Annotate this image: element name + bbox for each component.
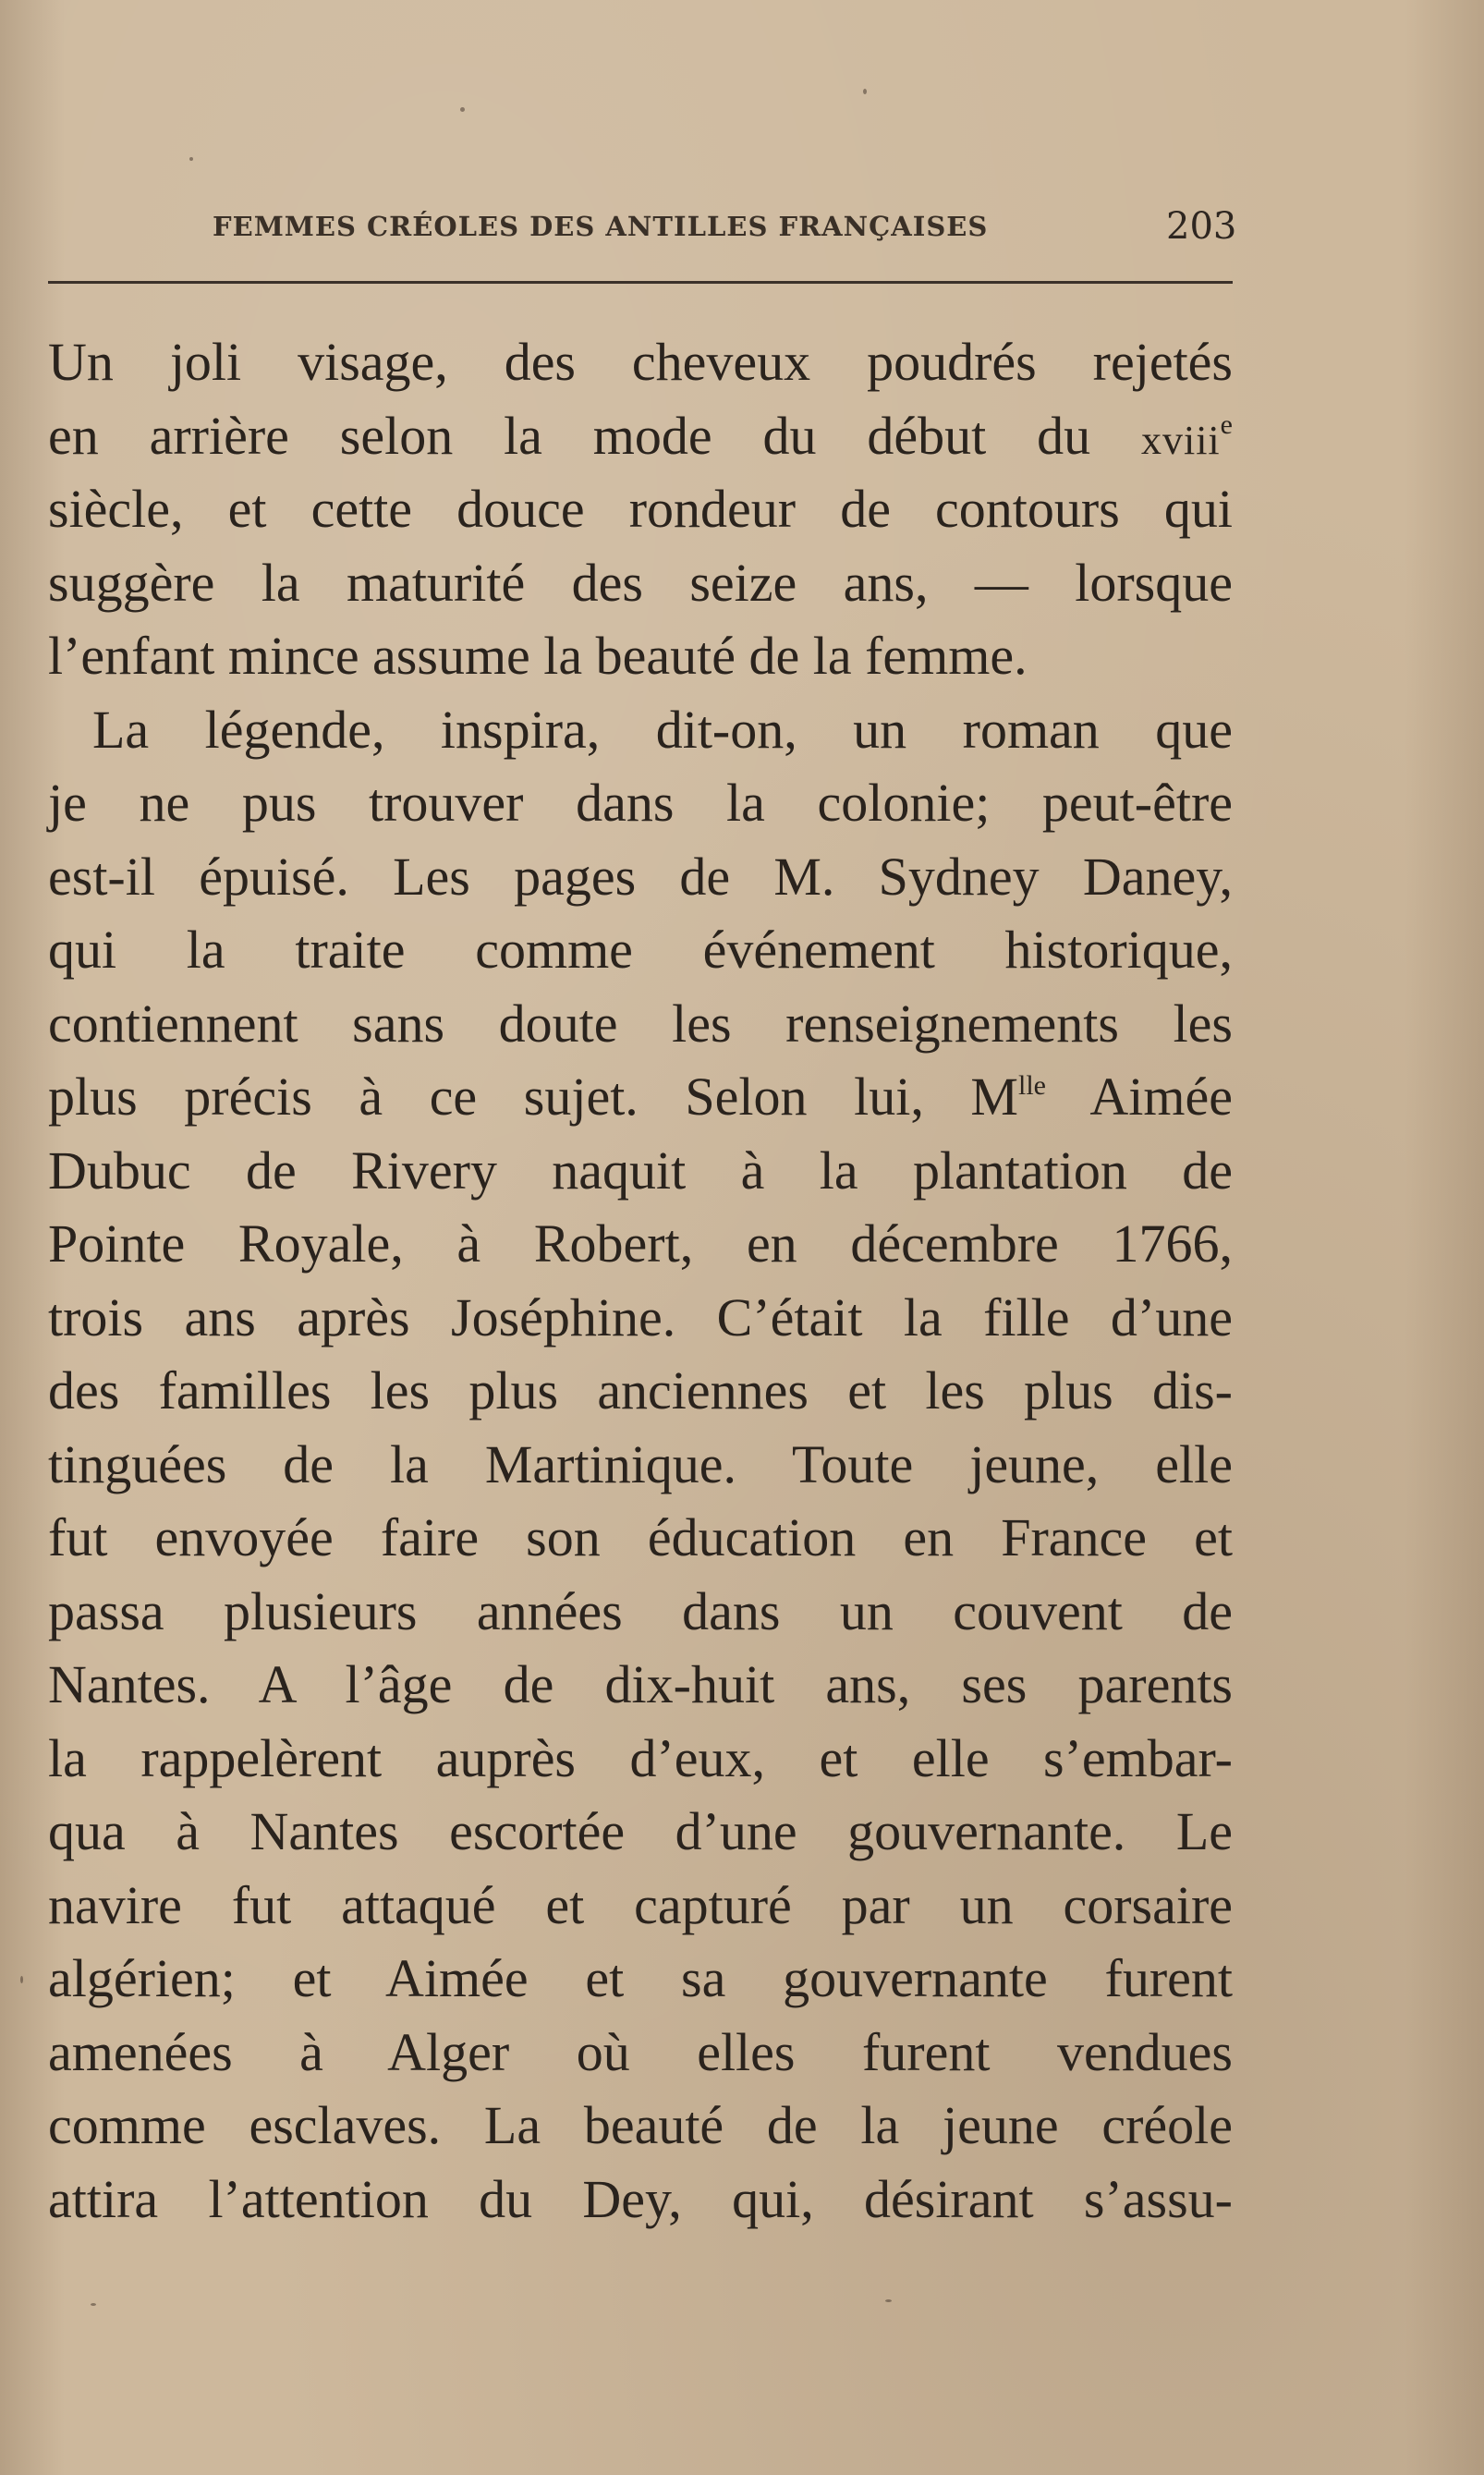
paper-speck (20, 1976, 23, 1983)
paper-speck (885, 2299, 892, 2302)
text-line: la rappelèrent auprès d’eux, et elle s’embar- (48, 1727, 1233, 1788)
text-line: qui la traite comme événement historique, (48, 920, 1233, 980)
text-line: amenées à Alger où elles furent vendues (48, 2021, 1233, 2082)
text-line: trois ans après Joséphine. C’était la fille d’une (48, 1286, 1233, 1347)
text-line: Pointe Royale, à Robert, en décembre 1766, (48, 1213, 1233, 1274)
text-fragment: en arrière selon la mode du début du (48, 405, 1141, 466)
text-line: comme esclaves. La beauté de la jeune créole (48, 2095, 1233, 2155)
running-head-title: FEMMES CRÉOLES DES ANTILLES FRANÇAISES (213, 211, 989, 242)
text-line: navire fut attaqué et capturé par un corsaire (48, 1874, 1233, 1935)
text-line (48, 399, 1233, 473)
paper-speck (91, 2303, 96, 2306)
text-line: tinguées de la Martinique. Toute jeune, elle (48, 1433, 1233, 1494)
text-line: passa plusieurs années dans un couvent de (48, 1580, 1233, 1641)
superscript: lle (1018, 1070, 1047, 1101)
paper-speck (460, 107, 465, 112)
superscript: e (1220, 408, 1233, 440)
text-line: est-il épuisé. Les pages de M. Sydney Daney, (48, 846, 1233, 907)
text-line: Un joli visage, des cheveux poudrés rejetés (48, 332, 1233, 392)
text-line: je ne pus trouver dans la colonie; peut-être (48, 773, 1233, 833)
text-line: Nantes. A l’âge de dix-huit ans, ses parents (48, 1654, 1233, 1714)
header-rule (48, 281, 1233, 284)
text-line: suggère la maturité des seize ans, — lorsque (48, 552, 1233, 613)
text-line: qua à Nantes escortée d’une gouvernante. Le (48, 1801, 1233, 1861)
text-line: l’enfant mince assume la beauté de la femme. (48, 626, 1028, 686)
text-line (48, 1060, 1233, 1134)
paper-speck (189, 157, 193, 161)
century-numeral: xviii (1140, 417, 1221, 463)
text-line: siècle, et cette douce rondeur de contours qui (48, 479, 1233, 539)
text-fragment: plus précis à ce sujet. Selon lui, M (48, 1067, 1019, 1127)
text-line: fut envoyée faire son éducation en France et (48, 1507, 1233, 1567)
text-line: La légende, inspira, dit-on, un roman que (92, 699, 1233, 760)
text-line: attira l’attention du Dey, qui, désirant s’assu- (48, 2168, 1233, 2229)
text-line: contiennent sans doute les renseignements les (48, 993, 1233, 1054)
text-line: algérien; et Aimée et sa gouvernante furent (48, 1948, 1233, 2008)
paper-speck (863, 89, 867, 94)
text-line: Dubuc de Rivery naquit à la plantation de (48, 1140, 1233, 1201)
body-text (48, 325, 1233, 2236)
text-fragment: Aimée (1046, 1067, 1234, 1127)
text-line: des familles les plus anciennes et les plus dis- (48, 1360, 1233, 1420)
page-number: 203 (1166, 205, 1237, 248)
